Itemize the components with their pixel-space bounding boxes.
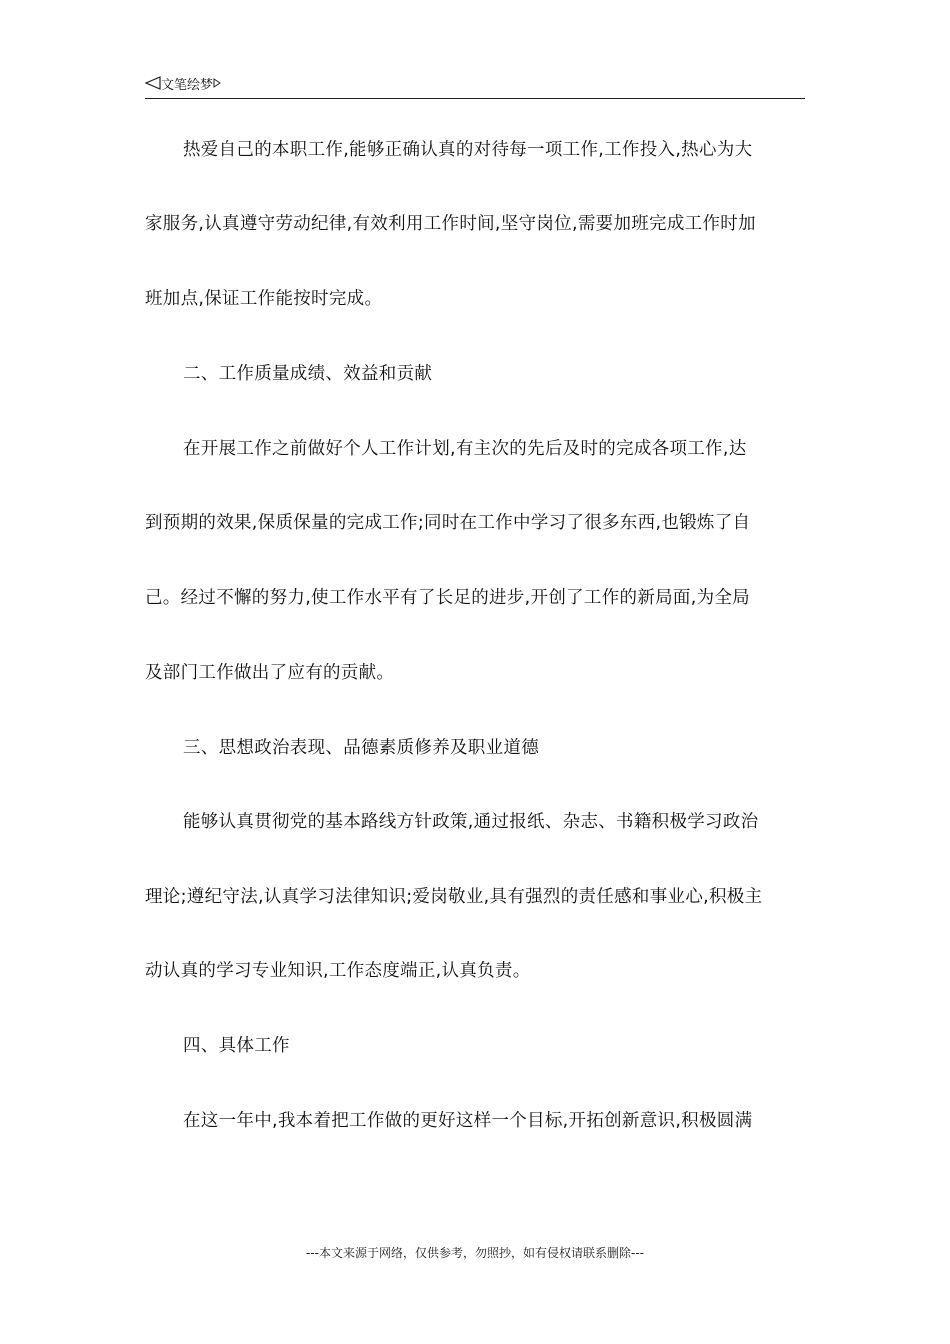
paragraph-line: 家服务,认真遵守劳动纪律,有效利用工作时间,坚守岗位,需要加班完成工作时加 [145, 214, 756, 234]
paragraph-line: 在这一年中,我本着把工作做的更好这样一个目标,开拓创新意识,积极圆满 [183, 1111, 753, 1131]
paragraph-line: 到预期的效果,保质保量的完成工作;同时在工作中学习了很多东西,也锻炼了自 [145, 513, 751, 533]
section-heading: 三、思想政治表现、品德素质修养及职业道德 [183, 738, 539, 758]
page-footer: ---本文来源于网络，仅供参考，勿照抄，如有侵权请联系删除--- [306, 1246, 644, 1260]
paragraph-line: 动认真的学习专业知识,工作态度端正,认真负责。 [145, 961, 531, 981]
header-title-group [145, 76, 221, 95]
paragraph-line: 理论;遵纪守法,认真学习法律知识;爱岗敬业,具有强烈的责任感和事业心,积极主 [145, 887, 763, 907]
section-heading: 二、工作质量成绩、效益和贡献 [183, 364, 433, 384]
paragraph-line: 己。经过不懈的努力,使工作水平有了长足的进步,开创了工作的新局面,为全局 [145, 588, 750, 608]
triangle-right-icon [213, 77, 221, 93]
triangle-left-icon [145, 76, 161, 95]
paragraph-line: 班加点,保证工作能按时完成。 [145, 289, 383, 309]
section-heading: 四、具体工作 [183, 1036, 290, 1056]
paragraph-line: 及部门工作做出了应有的贡献。 [145, 663, 395, 683]
page-header [145, 74, 805, 99]
paragraph-line: 热爱自己的本职工作,能够正确认真的对待每一项工作,工作投入,热心为大 [183, 140, 753, 160]
paragraph-line: 在开展工作之前做好个人工作计划,有主次的先后及时的完成各项工作,达 [183, 439, 747, 459]
header-title: 文笔绘梦 [161, 78, 214, 93]
paragraph-line: 能够认真贯彻党的基本路线方针政策,通过报纸、杂志、书籍积极学习政治 [183, 812, 759, 832]
